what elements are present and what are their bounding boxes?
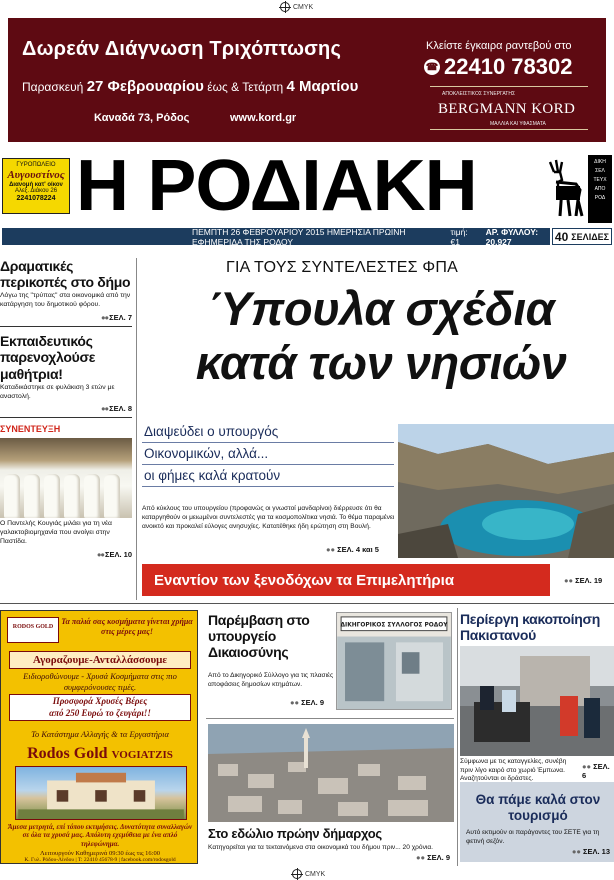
side-strip-item: ΡΟΔ bbox=[594, 195, 606, 201]
print-mark-label: CMYK bbox=[305, 870, 326, 878]
bottle-shape bbox=[104, 474, 120, 518]
ad-phone[interactable] bbox=[424, 54, 572, 80]
store-photo bbox=[15, 766, 187, 820]
left-story-2-sel: ΣΕΛ. 8 bbox=[109, 404, 132, 414]
brand-logo bbox=[430, 86, 588, 130]
registration-mark-icon bbox=[280, 2, 290, 12]
left-story-3[interactable] bbox=[0, 424, 132, 558]
lead-page-ref bbox=[326, 545, 379, 554]
bottle-shape bbox=[44, 474, 60, 518]
section-rule bbox=[0, 603, 614, 604]
interview-label: ΣΥΝΕΝΤΕΥΞΗ bbox=[0, 424, 61, 435]
mid-story-page-ref bbox=[290, 698, 324, 707]
tourism-box[interactable] bbox=[460, 782, 614, 862]
rg-ad-name bbox=[7, 745, 193, 763]
rg-ad-offer-line2: από 250 Ευρώ το ζευγάρι!! bbox=[49, 707, 151, 718]
bottle-shape bbox=[64, 474, 80, 518]
rg-ad-store: Το Κατάστημα Αλλαγής & τα Εργαστήρια bbox=[31, 729, 169, 739]
bottle-shape bbox=[84, 474, 100, 518]
bullet-dots-icon: ●● bbox=[571, 847, 583, 857]
milk-bottles-photo bbox=[0, 438, 132, 518]
town-story-lead: Κατηγορείται για τα τεκταινόμενα στα οικονομικά του δήμου πριν... 20 χρόνια. bbox=[208, 844, 434, 851]
lead-subheads bbox=[142, 421, 394, 487]
dateline-price: τιμή: €1 bbox=[450, 226, 468, 247]
left-story-2[interactable] bbox=[0, 333, 132, 413]
side-strip-item: ΤΕΥΧ bbox=[593, 177, 607, 183]
hotel-bar-sel: ΣΕΛ. 19 bbox=[575, 575, 603, 585]
dateline-bar bbox=[2, 228, 550, 245]
column-rule bbox=[136, 258, 137, 600]
ad-address: Καναδά 73, Ρόδος bbox=[94, 112, 190, 124]
hotel-bar[interactable] bbox=[142, 564, 612, 596]
left-story-1-headline[interactable]: Δραματικές περικοπές στο δήμο bbox=[0, 258, 131, 291]
bullet-dots-icon: ●● bbox=[96, 549, 105, 559]
lead-subhead: οι φήμες καλά κρατούν bbox=[142, 465, 394, 487]
hotel-bar-page-ref bbox=[564, 576, 602, 585]
column-rule bbox=[457, 608, 458, 866]
lead-headline-line1: Ύπουλα σχέδια bbox=[207, 282, 555, 335]
ad-phone-number: 22410 78302 bbox=[444, 54, 573, 79]
left-story-1-lead: Λόγω της "τρύπας" στα οικονομικά από την κατάργηση του δημοτικού φόρου. bbox=[0, 292, 131, 309]
rg-ad-repair: Ειδιοροθώνουμε - Χρυσά Κοσμήματα στις πιο συμφερόνουσες τιμές. bbox=[23, 671, 177, 692]
lead-subhead: Οικονομικών, αλλά... bbox=[142, 443, 394, 465]
tourism-lead: Αυτό εκτιμούν οι παράγοντες του ΣΕΤΕ για τη φετινή σεζόν. bbox=[466, 829, 600, 845]
deer-logo-icon bbox=[536, 158, 590, 218]
masthead-promo-box[interactable] bbox=[2, 158, 70, 214]
lead-subhead: Διαψεύδει ο υπουργός bbox=[142, 421, 394, 443]
mid-story-lead: Από το Δικηγορικό Σύλλογο για τις πλασιές αποφάσεις δημοσίων κτημάτων. bbox=[208, 672, 334, 688]
ad-cta: Κλείστε έγκαιρα ραντεβού στο bbox=[426, 40, 572, 52]
bullet-dots-icon: ●● bbox=[416, 853, 428, 862]
left-story-2-page-ref bbox=[0, 404, 132, 413]
bullet-dots-icon: ●● bbox=[564, 575, 576, 585]
dateline-issue: ΑΡ. ΦΥΛΛΟΥ: 20.927 bbox=[485, 226, 539, 247]
divider bbox=[206, 718, 454, 719]
print-mark-top bbox=[280, 2, 313, 12]
left-story-1[interactable] bbox=[0, 258, 132, 322]
promo-line3: Αλεξ. Διάκου 26 bbox=[14, 188, 58, 195]
promo-name: Αυγουστίνος bbox=[7, 168, 65, 181]
lead-headline-line2: κατά των νησιών bbox=[195, 335, 567, 389]
left-story-1-sel: ΣΕΛ. 7 bbox=[109, 313, 132, 323]
rg-ad-offer bbox=[9, 694, 191, 721]
dateline-text: ΠΕΜΠΤΗ 26 ΦΕΒΡΟΥΑΡΙΟΥ 2015 ΗΜΕΡΗΣΙΑ ΠΡΩΙΝΗ ΕΦΗΜΕΡΙΔΑ ΤΗΣ ΡΟΔΟΥ bbox=[192, 226, 406, 247]
newspaper-title: Η ΡΟΔΙΑΚΗ bbox=[76, 146, 477, 226]
ad-date-start: 27 Φεβρουαρίου bbox=[86, 78, 204, 95]
lead-sel: ΣΕΛ. 4 και 5 bbox=[337, 545, 379, 554]
left-story-3-page-ref bbox=[0, 550, 132, 559]
top-banner-ad[interactable] bbox=[8, 18, 606, 142]
bullet-dots-icon: ●● bbox=[290, 698, 302, 707]
ad-date-end: 4 Μαρτίου bbox=[286, 78, 359, 95]
side-strip-item: ΑΠΟ bbox=[594, 186, 606, 192]
ambulance-photo bbox=[460, 646, 614, 756]
bullet-dots-icon: ●● bbox=[582, 762, 594, 771]
brand-name: BERGMANN KORD bbox=[438, 101, 576, 117]
tourism-headline[interactable]: Θα πάμε καλά στον τουρισμό bbox=[475, 792, 601, 823]
lead-headline[interactable] bbox=[148, 282, 614, 389]
ad-title: Δωρεάν Διάγνωση Τριχόπτωσης bbox=[22, 38, 342, 60]
mid-story-headline[interactable]: Παρέμβαση στο υπουργείο Δικαιοσύνης bbox=[208, 612, 310, 661]
rg-ad-cash: Άμεσα μετρητά, επί τόπου εκτιμήσεις. Δυνατότητα συναλλαγών σε όλα τα χρυσά μας. Απόλυτη εχεμύθεια με ένα απλό τηλεφώνημα. bbox=[7, 823, 193, 848]
pages-number: 40 bbox=[554, 229, 569, 244]
masthead-side-strip bbox=[588, 155, 612, 223]
ad-website[interactable]: www.kord.gr bbox=[230, 112, 297, 124]
town-story-page-ref bbox=[416, 853, 450, 862]
print-mark-bottom bbox=[292, 869, 325, 879]
left-story-2-headline[interactable]: Εκπαιδευτικός παρενοχλούσε μαθήτρια! bbox=[0, 333, 96, 382]
right-story-page-ref bbox=[582, 762, 614, 780]
divider bbox=[0, 417, 132, 418]
rg-ad-name-main: Rodos Gold bbox=[27, 745, 108, 762]
sea-bay-photo bbox=[398, 424, 614, 558]
brand-sub-text: ΜΑΛΛΙΑ ΚΑΙ ΥΦΑΣΜΑΤΑ bbox=[490, 121, 546, 127]
right-story-headline[interactable]: Περίεργη κακοποίηση Πακιστανού bbox=[460, 611, 601, 644]
print-mark-label: CMYK bbox=[293, 3, 314, 11]
town-story-sel: ΣΕΛ. 9 bbox=[427, 853, 451, 862]
promo-line2: Διανομή κατ' οίκον bbox=[9, 181, 63, 188]
pages-label: ΣΕΛΙΔΕΣ bbox=[571, 231, 610, 242]
promo-phone: 2241078224 bbox=[16, 195, 56, 203]
phone-icon: ☎ bbox=[424, 59, 440, 75]
bullet-dots-icon: ●● bbox=[326, 545, 338, 554]
lead-kicker: ΓΙΑ ΤΟΥΣ ΣΥΝΤΕΛΕΣΤΕΣ ΦΠΑ bbox=[226, 259, 459, 276]
rodos-gold-logo: RODOS GOLD bbox=[7, 617, 59, 643]
rg-ad-buy-exchange: Αγοραζουμε-Ανταλλάσσουμε bbox=[9, 651, 191, 669]
divider bbox=[0, 326, 132, 327]
bullet-dots-icon: ●● bbox=[100, 313, 110, 323]
rg-ad-contact: Κ. Γυλ. Ρόδου-Λίνδου | Τ: 22410 45678-9 | facebook.com/rodosgold bbox=[24, 857, 176, 863]
registration-mark-icon bbox=[292, 869, 302, 879]
right-story-sel: ΣΕΛ. 6 bbox=[582, 762, 610, 780]
rg-ad-name-sub: VOGIATZIS bbox=[111, 749, 173, 761]
rg-ad-offer-line1: Προσφορά Χρυσές Βέρες bbox=[52, 696, 148, 706]
ad-dates bbox=[22, 78, 358, 95]
right-story-lead: Σύμφωνα με τις καταγγελίες, συνέβη πριν λίγο καιρό στο χωριό Έμπωνα. Αναζητούνται οι δράστες. bbox=[460, 758, 567, 783]
left-column bbox=[0, 258, 132, 559]
hotel-bar-headline: Εναντίον των ξενοδόχων τα Επιμελητήρια bbox=[142, 564, 550, 596]
brand-top-text: ΑΠΟΚΛΕΙΣΤΙΚΟΣ ΣΥΝΕΡΓΑΤΗΣ bbox=[442, 91, 516, 97]
bottle-shape bbox=[24, 474, 40, 518]
left-story-1-page-ref bbox=[0, 313, 132, 322]
tourism-sel: ΣΕΛ. 13 bbox=[582, 847, 610, 857]
bar-association-photo bbox=[336, 612, 452, 710]
ad-dates-mid: έως & Τετάρτη bbox=[207, 80, 284, 94]
bullet-dots-icon: ●● bbox=[100, 404, 110, 414]
lead-body: Από κύκλους του υπουργείου (προφανώς οι γνωστοί μανδαρίνοι) διέρρευσε ότι θα καταργηθούν οι μειωμένοι συντελεστές για τα κοσμοπολίτικα νησιά. Το θέμα παραμένει ανοικτό και προκαλεί εύλογες ανησυχίες. Κατατέθηκε ήδη ερώτηση στη Βουλή. bbox=[142, 505, 395, 530]
left-story-3-lead: Ο Παντελής Κουγιάς μιλάει για τη νέα γαλακτοβιομηχανία που ανοίγει στην Παστίδα. bbox=[0, 520, 112, 546]
tourism-page-ref bbox=[466, 847, 610, 856]
ad-dates-pre: Παρασκευή bbox=[22, 80, 84, 94]
side-strip-item: ΔΙΚΗ bbox=[594, 159, 606, 165]
rodos-gold-ad[interactable] bbox=[0, 610, 198, 864]
rg-ad-hours: Λειτουργούν Καθημερινά 09:30 έως τις 16:00 bbox=[40, 850, 160, 857]
side-strip-item: ΣΕΛ bbox=[595, 168, 605, 174]
rg-ad-line1: Τα παλιά σας κοσμήματα γίνεται χρήμα στις μέρες μας! bbox=[61, 617, 193, 636]
left-story-3-sel: ΣΕΛ. 10 bbox=[104, 549, 132, 559]
pages-count bbox=[552, 228, 612, 245]
mid-story-sel: ΣΕΛ. 9 bbox=[301, 698, 325, 707]
bottle-shape bbox=[4, 474, 20, 518]
left-story-2-lead: Καταδικάστηκε σε φυλάκιση 3 ετών με αναστολή. bbox=[0, 383, 115, 400]
photo-sign-text: ΔΙΚΗΓΟΡΙΚΟΣ ΣΥΛΛΟΓΟΣ ΡΟΔΟΥ bbox=[340, 622, 448, 629]
town-aerial-photo bbox=[208, 724, 454, 822]
town-story-headline[interactable]: Στο εδώλιο πρώην δήμαρχος bbox=[208, 826, 382, 841]
promo-line1: ΓΥΡΟΠΩΛΕΙΟ bbox=[16, 162, 56, 168]
